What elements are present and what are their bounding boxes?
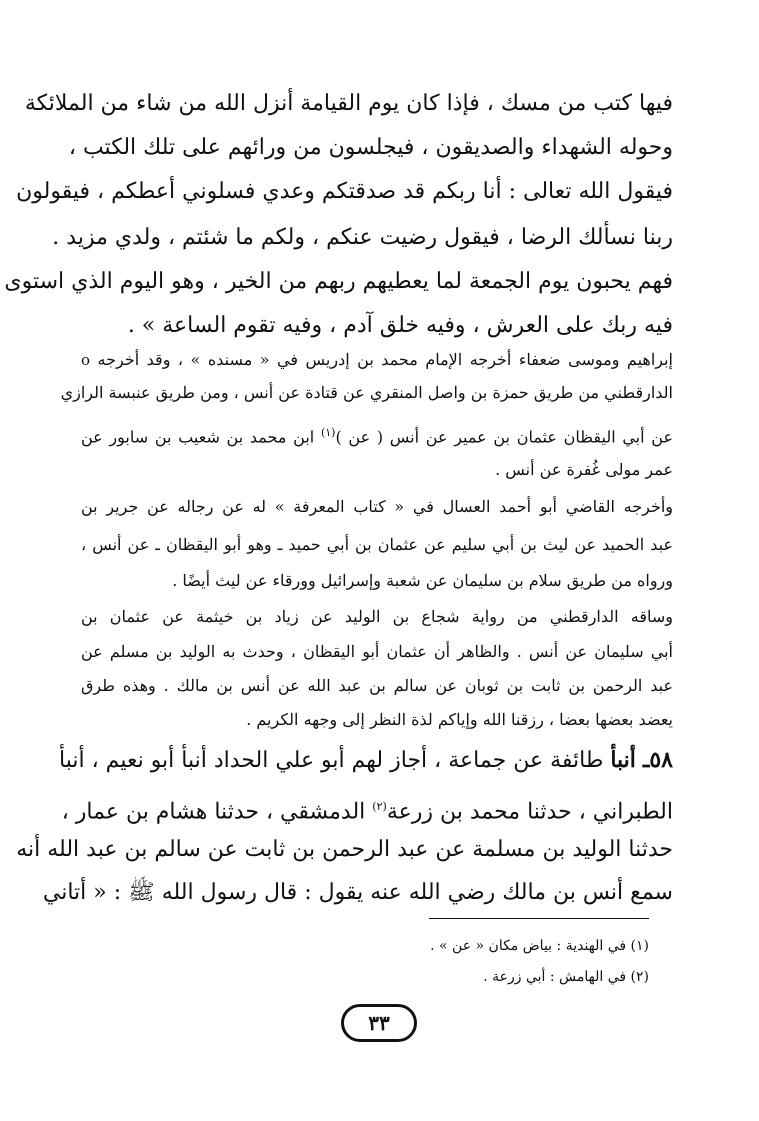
commentary-text: إبراهيم وموسى ضعفاء أخرجه الإمام محمد بن إدريس في « مسنده » ، وقد أخرجه [97, 350, 674, 369]
commentary-line-3 [81, 418, 673, 448]
commentary-line-4: عمر مولى غُفرة عن أنس . [495, 460, 673, 479]
hadith-number: ٥٨ـ [642, 747, 673, 773]
page-number: ٣٣ [341, 1004, 417, 1042]
footnote-1: (١) في الهندية : بياض مكان « عن » . [430, 938, 649, 954]
hadith-line-4: سمع أنس بن مالك رضي الله عنه يقول : قال رسول الله ﷺ : « أتاني [42, 880, 673, 905]
commentary-text: عن أبي اليقظان عثمان بن عمير عن أنس ( عن ) [335, 427, 674, 447]
commentary-text: ابن محمد بن شعيب بن سابور عن [81, 427, 321, 447]
hadith-line-2 [61, 787, 673, 827]
commentary-line-9: أبي سليمان عن أنس . والظاهر أن عثمان أبو اليقظان ، وحدث به الوليد بن مسلم عن [81, 642, 673, 661]
commentary-line-6: عبد الحميد عن ليث بن أبي سليم عن عثمان بن أبي حميد ـ وهو أبو اليقظان ـ عن أنس ، [81, 535, 673, 554]
commentary-line-2: الدارقطني من طريق حمزة بن واصل المنقري عن قتادة عن أنس ، ومن طريق عنبسة الرازي [60, 383, 673, 402]
main-text-line-5: فهم يحبون يوم الجمعة لما يعطيهم ربهم من الخير ، وهو اليوم الذي استوى [4, 269, 673, 294]
main-text-line-6: فيه ربك على العرش ، وفيه خلق آدم ، وفيه تقوم الساعة » . [127, 313, 673, 338]
main-text-line-1: فيها كتب من مسك ، فإذا كان يوم القيامة أنزل الله من شاء من الملائكة [24, 91, 673, 116]
hadith-line-1 [59, 740, 673, 780]
commentary-line-8: وساقه الدارقطني من رواية شجاع بن الوليد عن زياد بن خيثمة عن عثمان بن [81, 607, 673, 626]
footnote-ref-2[interactable]: (٢) [372, 800, 387, 813]
commentary-line-10: عبد الرحمن بن ثابت بن ثوبان عن سالم بن عبد الله عن أنس بن مالك . وهذه طرق [81, 676, 673, 695]
commentary-line-1 [81, 345, 673, 375]
commentary-line-5: وأخرجه القاضي أبو أحمد العسال في « كتاب المعرفة » له عن رجاله عن جرير بن [81, 497, 673, 516]
main-text-line-4: ربنا نسألك الرضا ، فيقول رضيت عنكم ، ولكم ما شئتم ، ولدي مزيد . [52, 225, 673, 250]
hadith-text: الدمشقي ، حدثنا هشام بن عمار ، [61, 799, 373, 825]
main-text-line-3: فيقول الله تعالى : أنا ربكم قد صدقتكم وعدي فسلوني أعطكم ، فيقولون [16, 179, 673, 204]
hadith-line-3: حدثنا الوليد بن مسلمة عن عبد الرحمن بن ثابت عن سالم بن عبد الله أنه [16, 837, 673, 862]
commentary-line-11: يعضد بعضها بعضا ، رزقنا الله وإياكم لذة النظر إلى وجهه الكريم . [246, 710, 673, 729]
footnote-2: (٢) في الهامش : أبي زرعة . [483, 969, 649, 985]
commentary-line-7: ورواه من طريق سلام بن سليمان عن شعبة وإسرائيل وورقاء عن ليث أيضًا . [172, 571, 673, 590]
footnote-ref-1[interactable]: (١) [320, 426, 336, 439]
hadith-text: الطبراني ، حدثنا محمد بن زرعة [386, 799, 673, 825]
main-text-line-2: وحوله الشهداء والصديقون ، فيجلسون من ورائهم على تلك الكتب ، [68, 135, 673, 160]
hadith-text: طائفة عن جماعة ، أجاز لهم أبو علي الحداد أنبأ أبو نعيم ، أنبأ [59, 748, 611, 773]
hadith-keyword: أنبأ [610, 747, 636, 773]
commentary-marker: o [81, 351, 91, 369]
footnote-separator [429, 918, 649, 919]
